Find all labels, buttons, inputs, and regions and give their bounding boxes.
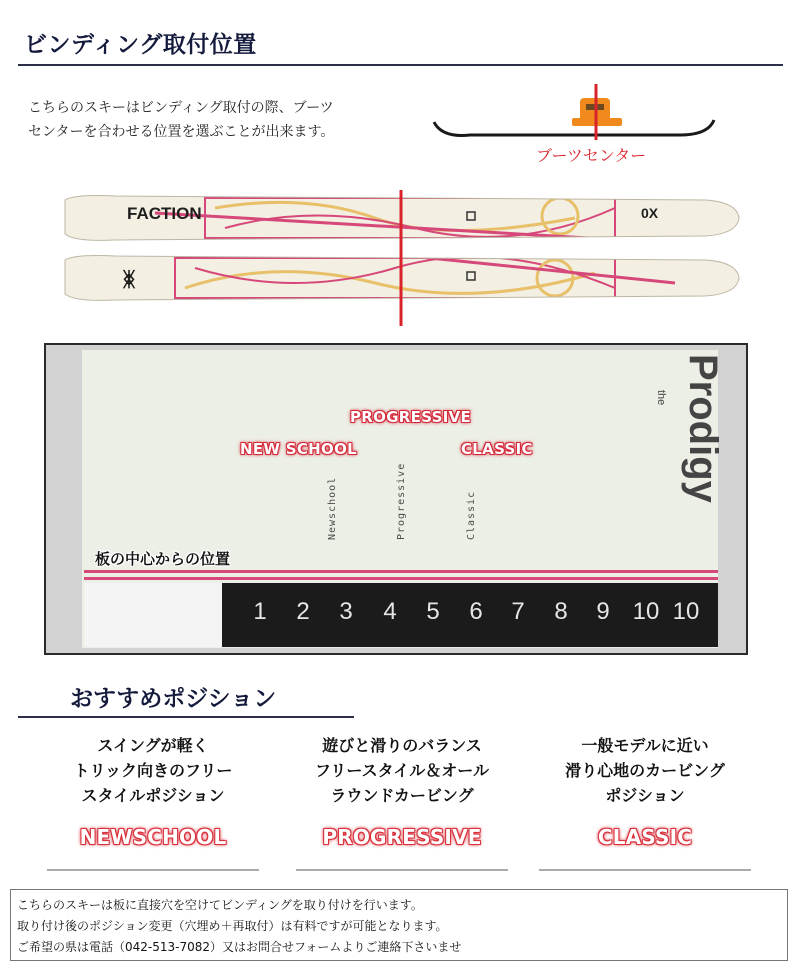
ruler-number: 1 (253, 598, 267, 625)
ruler-number: 10 (672, 598, 700, 625)
stamp-classic: Classic (466, 490, 477, 540)
card-line: スタイルポジション (81, 786, 225, 805)
card-line: スイングが軽く (97, 736, 209, 755)
intro-line-1: こちらのスキーはビンディング取付の際、ブーツ (28, 100, 334, 116)
stamp-progressive: Progressive (396, 462, 407, 540)
ruler-blank (84, 583, 222, 647)
position-card-progressive (277, 733, 527, 871)
ruler-number: 6 (469, 598, 483, 625)
ruler-number: 8 (554, 598, 568, 625)
recommend-title: おすすめポジション (70, 686, 277, 712)
position-card-newschool (28, 733, 278, 871)
boot-center-label: ブーツセンター (536, 146, 647, 165)
card-position-name: PROGRESSIVE (322, 825, 482, 849)
ruler-number: 2 (296, 598, 310, 625)
logo-mark: ᛤ (123, 269, 135, 291)
card-position-name: CLASSIC (597, 825, 693, 849)
position-card-classic (520, 733, 770, 871)
ski-edge-line-2 (84, 577, 718, 580)
notice-line-3: ご希望の県は電話（042-513-7082）又はお問合せフォームよりご連絡下さいませ (17, 940, 462, 954)
ruler-number: 5 (426, 598, 440, 625)
ski-edge-line (84, 570, 718, 573)
notice-box (10, 889, 788, 961)
ruler (222, 583, 718, 647)
card-position-name: NEWSCHOOL (79, 825, 227, 849)
recommend-divider (18, 716, 354, 718)
card-line: ポジション (605, 786, 685, 805)
ruler-number: 3 (339, 598, 353, 625)
intro-line-2: センターを合わせる位置を選ぶことが出来ます。 (28, 124, 335, 140)
intro-text (28, 96, 388, 144)
newschool-tag: NEW SCHOOL (240, 440, 357, 458)
title-divider (18, 64, 783, 66)
model-mark: 0X (641, 205, 659, 221)
card-line: トリック向きのフリー (73, 761, 233, 780)
page-title: ビンディング取付位置 (24, 32, 257, 58)
ski-pair-graphic (55, 188, 745, 328)
ruler-number: 7 (511, 598, 525, 625)
brand-mark-small: the (655, 390, 667, 406)
card-divider (539, 869, 751, 871)
progressive-tag: PROGRESSIVE (350, 408, 472, 426)
card-line: ラウンドカービング (330, 786, 474, 805)
card-line: 遊びと滑りのバランス (322, 736, 482, 755)
card-divider (296, 869, 508, 871)
ruler-number: 4 (383, 598, 397, 625)
boot-center-diagram (430, 82, 720, 144)
brand-mark-text: Prodigy (681, 354, 725, 503)
ruler-number: 9 (596, 598, 610, 625)
card-divider (47, 869, 259, 871)
card-line: 一般モデルに近い (581, 736, 709, 755)
card-line: フリースタイル＆オール (315, 761, 489, 780)
ruler-number: 10 (632, 598, 660, 625)
classic-tag: CLASSIC (461, 440, 533, 458)
brand-text: FACTION (127, 204, 202, 223)
notice-line-1: こちらのスキーは板に直接穴を空けてビンディングを取り付けを行います。 (17, 898, 423, 912)
center-position-label: 板の中心からの位置 (95, 550, 231, 568)
stamp-newschool: Newschool (327, 476, 338, 540)
card-line: 滑り心地のカービング (565, 761, 725, 780)
brand-logo-mark (650, 350, 725, 503)
notice-line-2: 取り付け後のポジション変更（穴埋め＋再取付）は有料ですが可能となります。 (17, 919, 448, 933)
